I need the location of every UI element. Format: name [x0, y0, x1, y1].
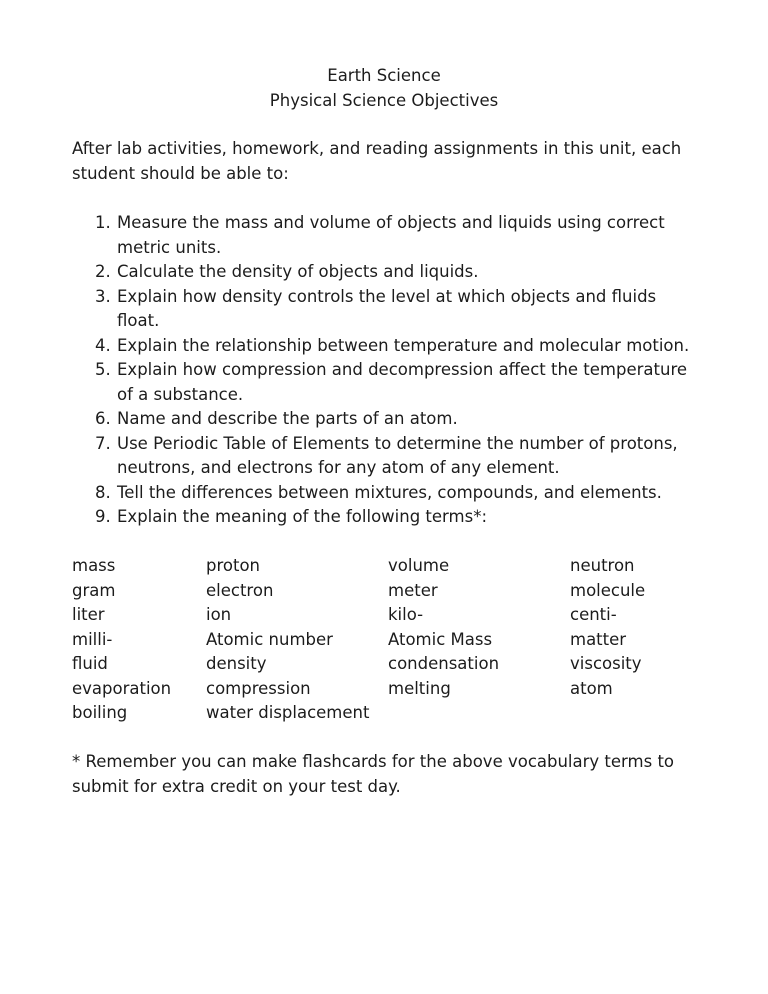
intro-line-1: After lab activities, homework, and reading assignments in this unit, each	[72, 139, 682, 158]
vocab-term: gram	[72, 580, 116, 600]
objective-line: Explain how density controls the level at which objects and fluids	[117, 286, 657, 306]
objective-line: of a substance.	[117, 384, 244, 404]
vocab-term: Atomic Mass	[388, 629, 493, 649]
objectives-list	[95, 211, 689, 530]
vocab-term	[570, 701, 700, 726]
objective-line: Explain the relationship between temperature and molecular motion.	[117, 335, 690, 355]
objective-number: 3.	[95, 286, 111, 306]
objective-line: metric units.	[117, 237, 222, 257]
objective-line: neutrons, and electrons for any atom of any element.	[117, 458, 560, 477]
vocab-term: molecule	[570, 580, 646, 600]
vocab-term: kilo-	[388, 605, 424, 624]
vocab-term: condensation	[388, 654, 500, 673]
footnote	[72, 750, 674, 799]
vocab-term: melting	[388, 678, 451, 698]
objective-number: 9.	[95, 507, 111, 526]
vocab-term	[388, 701, 570, 726]
objective-number: 5.	[95, 360, 111, 379]
objective-item	[95, 505, 689, 530]
objective-item	[95, 211, 689, 260]
vocab-term: mass	[72, 556, 116, 575]
vocab-term: compression	[206, 678, 311, 698]
vocab-term: neutron	[570, 556, 635, 575]
objective-line: Explain how compression and decompression affect the temperature	[117, 360, 688, 379]
vocab-term: milli-	[72, 629, 113, 649]
document-title	[0, 64, 768, 113]
vocab-term: boiling	[72, 703, 128, 722]
objective-line: Use Periodic Table of Elements to determine the number of protons,	[117, 433, 678, 453]
vocab-term: proton	[206, 556, 261, 575]
objective-item	[95, 334, 689, 359]
document-title-line-1: Earth Science	[327, 66, 441, 85]
vocab-term: water displacement	[206, 703, 370, 722]
objective-number: 2.	[95, 262, 111, 281]
objective-line: float.	[117, 311, 160, 330]
vocabulary-grid	[72, 554, 700, 726]
vocab-term: viscosity	[570, 654, 642, 673]
vocab-term: matter	[570, 629, 627, 649]
objective-line: Explain the meaning of the following terms*:	[117, 507, 488, 526]
intro-line-2: student should be able to:	[72, 163, 289, 183]
document-title-line-2: Physical Science Objectives	[269, 90, 499, 110]
vocab-term: atom	[570, 678, 613, 698]
objective-item	[95, 481, 689, 506]
objective-line: Calculate the density of objects and liquids.	[117, 262, 479, 281]
objective-number: 6.	[95, 409, 111, 428]
objective-line: Name and describe the parts of an atom.	[117, 409, 458, 428]
vocab-term: electron	[206, 580, 274, 600]
objective-number: 7.	[95, 433, 111, 453]
intro-paragraph	[72, 137, 681, 186]
vocab-term: density	[206, 654, 267, 673]
vocab-term: liter	[72, 605, 105, 624]
objective-line: Tell the differences between mixtures, compounds, and elements.	[117, 482, 662, 502]
vocab-term: evaporation	[72, 678, 172, 698]
objective-number: 8.	[95, 482, 111, 502]
vocab-term: volume	[388, 556, 450, 575]
vocab-term: fluid	[72, 654, 108, 673]
objective-number: 1.	[95, 213, 111, 232]
vocab-term: Atomic number	[206, 629, 333, 649]
vocab-term: meter	[388, 580, 438, 600]
footnote-line-2: submit for extra credit on your test day.	[72, 776, 401, 796]
objective-line: Measure the mass and volume of objects and liquids using correct	[117, 213, 665, 232]
footnote-line-1: * Remember you can make flashcards for the above vocabulary terms to	[72, 752, 675, 771]
objective-item	[95, 285, 689, 334]
objective-item	[95, 432, 689, 481]
objective-item	[95, 260, 689, 285]
objective-item	[95, 407, 689, 432]
objective-number: 4.	[95, 335, 111, 355]
objective-item	[95, 358, 689, 407]
vocab-term: ion	[206, 605, 232, 624]
vocab-term: centi-	[570, 605, 617, 624]
